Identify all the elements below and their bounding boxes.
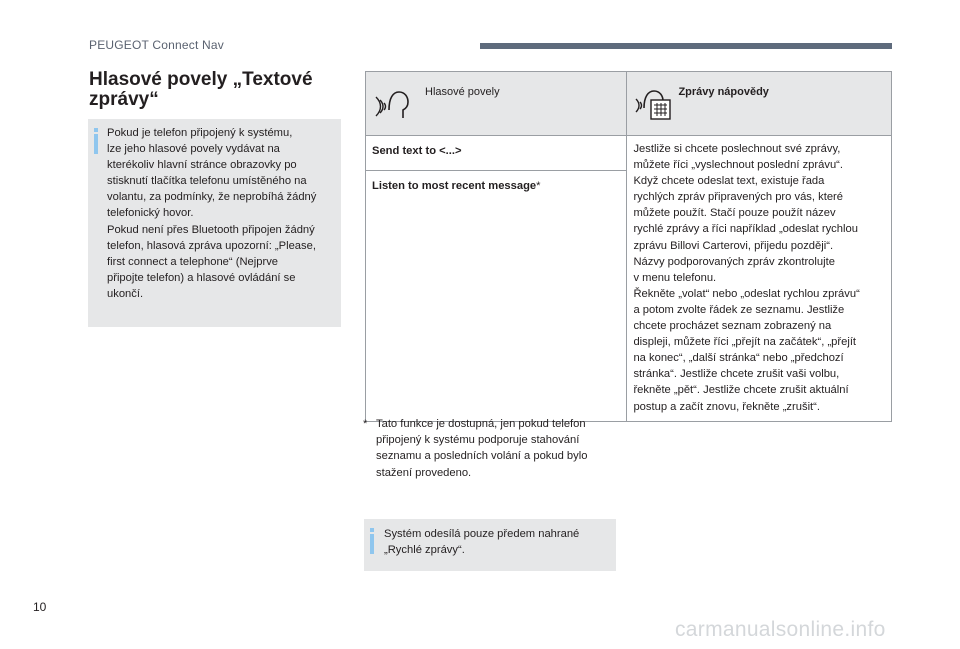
- watermark: carmanualsonline.info: [675, 618, 886, 641]
- note-box-text: Systém odesílá pouze předem nahrané „Rychlé zprávy“.: [384, 528, 580, 557]
- voice-command-icon: [375, 84, 411, 123]
- help-header-label: Zprávy nápovědy: [678, 86, 769, 98]
- table-row: [366, 136, 627, 171]
- footnote-mark: *: [536, 179, 541, 192]
- info-icon: [94, 128, 98, 154]
- page-number: 10: [33, 600, 47, 614]
- footnote-star: *: [363, 418, 368, 430]
- commands-header-label: Hlasové povely: [425, 86, 500, 98]
- table-header-help: [627, 72, 892, 136]
- header-bar: [480, 43, 892, 49]
- command-listen-recent: Listen to most recent message: [372, 179, 537, 192]
- help-messages-icon: [633, 84, 673, 123]
- note-box: [364, 519, 616, 571]
- running-header: PEUGEOT Connect Nav: [89, 38, 224, 52]
- command-send-text: Send text to <...>: [372, 145, 462, 157]
- footnote: [363, 416, 618, 481]
- info-box: [88, 119, 341, 327]
- help-response-cell: Jestliže si chcete poslechnout své zprávy, můžete říci „vyslechnout poslední zprávu“. Když chcete odeslat text, existuje řada rychlých zpráv připravených pro vás, které můžete použít. Stačí pouze použít název rychlé zprávy a říci například „odeslat rychlou zprávu Billovi Carterovi, přijedu později“. Názvy podporovaných zpráv zkontrolujte v menu telefonu. Řekněte „volat“ nebo „odeslat rychlou zprávu“ a potom zvolte řádek ze seznamu. Jestliže chcete procházet seznam zobrazený na displeji, můžete říci „přejít na začátek“, „přejít na konec“, „další stránka“ nebo „předchozí stránka“. Jestliže chcete zrušit vaši volbu, řekněte „pět“. Jestliže chcete zrušit aktuální postup a začít znovu, řekněte „zrušit“.: [627, 136, 892, 422]
- footnote-text: Tato funkce je dostupná, jen pokud telefon připojený k systému podporuje stahování seznamu a posledních volání a pokud bylo stažení provedeno.: [376, 418, 588, 479]
- info-box-text: Pokud je telefon připojený k systému, lze jeho hlasové povely vydávat na kterékoliv hlavní stránce obrazovky po stisknutí tlačítka telefonu umístěného na volantu, za podmínky, že neprobíhá žádný telefonický hovor. Pokud není přes Bluetooth připojen žádný telefon, hlasová zpráva upozorní: „Please, first connect a telephone“ (Nejprve připojte telefon) a hlasové ovládání se ukončí.: [107, 127, 317, 300]
- voice-command-table: [365, 71, 892, 422]
- info-icon: [370, 528, 374, 554]
- table-header-commands: [366, 72, 627, 136]
- table-row: [366, 170, 627, 421]
- section-title: Hlasové povely „Textové zprávy“: [89, 69, 313, 110]
